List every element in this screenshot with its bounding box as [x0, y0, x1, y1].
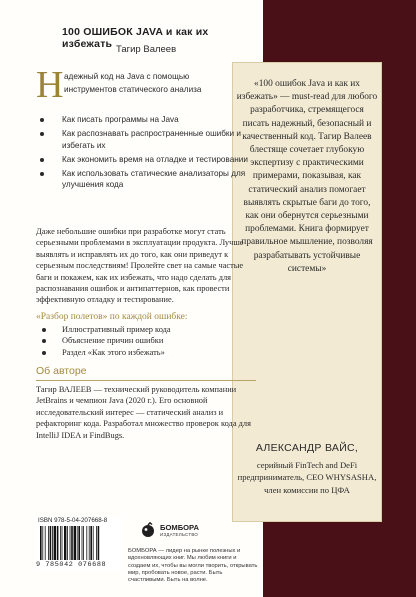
- barcode-stripe: [62, 526, 63, 560]
- publisher-description: БОМБОРА — лидер на рынке полезных и вдохновляющих книг. Мы любим книги и создаем их, чтобы вы могли творить, открывать мир, пробовать новое, расти. Быть счастливыми. Быть на волне.: [128, 548, 258, 584]
- publisher-name: БОМБОРА: [160, 523, 199, 532]
- list-item-text: Как экономить время на отладке и тестировании: [62, 154, 248, 164]
- feature-list: [36, 114, 256, 194]
- barcode-stripe: [52, 526, 53, 560]
- list-item-text: Иллюстративный пример кода: [62, 325, 171, 334]
- barcode-stripe: [89, 526, 90, 560]
- testimonial-quote: «100 ошибок Java и как их избежать» — must-read для любого разработчика, стремящегося писать надежный, безопасный и качественный код. Тагир Валеев блестяще сочетает глубокую экспертизу с практическими примерами, показывая, как статический анализ помогает выявлять скрытые баги до того, как они обернутся серьезными проблемами. Книга формирует правильное мышление, позволяя разрабатывать устойчивые системы»: [236, 79, 378, 274]
- barcode-stripe: [98, 526, 100, 560]
- bullet-icon: [42, 328, 46, 332]
- list-item-text: Как писать программы на Java: [62, 115, 179, 124]
- barcode-stripe: [42, 526, 43, 560]
- list-item: [36, 154, 256, 165]
- list-item: [36, 114, 256, 125]
- list-item: [36, 128, 256, 151]
- barcode-stripe: [96, 526, 97, 560]
- isbn-digits: 9 785042 076688: [36, 561, 107, 569]
- bullet-icon: [40, 118, 44, 122]
- body-paragraph: Даже небольшие ошибки при разработке могут стать серьезными проблемами в эксплуатации продукта. Лучше выявлять и исправлять их до того, как они приведут к серьезным последствиям! Пролейте свет на самые частые баги и покажем, как их избежать, что надо сделать для распознавания ошибок и антипаттернов, как провести эффективную отладку и тестирование.: [36, 227, 244, 305]
- isbn-barcode: [36, 517, 122, 571]
- bullet-icon: [42, 339, 46, 343]
- testimonial-author-name: АЛЕКСАНДР ВАЙС,: [255, 442, 359, 454]
- debrief-list: [36, 324, 236, 358]
- barcode-stripe: [64, 526, 66, 560]
- barcode-stripe: [60, 526, 61, 560]
- barcode-stripe: [77, 526, 78, 560]
- list-item-text: Объяснение причин ошибки: [62, 336, 164, 346]
- list-item: [36, 324, 236, 335]
- testimonial-author-role: серийный FinTech and DeFi предприниматель, CEO WHYSASHA, член комиссии по ЦФА: [237, 460, 377, 495]
- barcode-stripe: [40, 526, 42, 560]
- bullet-icon: [40, 132, 44, 136]
- publisher-subtitle: ИЗДАТЕЛЬСТВО: [160, 532, 199, 537]
- barcode-stripe: [71, 526, 73, 560]
- bullet-icon: [40, 158, 44, 162]
- bombora-logo-icon: [140, 522, 156, 538]
- intro-dropcap: Н: [36, 64, 64, 106]
- list-item-text: Как использовать статические анализаторы для улучшения кода: [62, 169, 246, 190]
- debrief-title: «Разбор полетов» по каждой ошибке:: [36, 312, 188, 322]
- bullet-icon: [40, 172, 44, 176]
- barcode-stripe: [93, 526, 94, 560]
- list-item-text: Как распознавать распространенные ошибки и избегать их: [62, 129, 241, 150]
- list-item: [36, 168, 256, 191]
- barcode-stripe: [83, 526, 84, 560]
- barcode-stripe: [48, 526, 49, 560]
- book-title: 100 ОШИБОК JAVA и как их избежать: [62, 26, 209, 50]
- intro-lead-text: адежный код на Java с помощью инструментов статического анализа: [64, 72, 202, 94]
- barcode-bars: [40, 526, 118, 560]
- barcode-stripe: [45, 526, 46, 560]
- barcode-stripe: [86, 526, 87, 560]
- barcode-stripe: [78, 526, 80, 560]
- about-author-text: Тагир ВАЛЕЕВ — технический руководитель компании JetBrains и чемпион Java (2020 г.). Его основной исследовательский интерес — статический анализ и рефакторинг кода. Разработал множество проверок кода для IntelliJ IDEA и FindBugs.: [36, 385, 251, 440]
- barcode-stripe: [50, 526, 52, 560]
- barcode-stripe: [54, 526, 56, 560]
- list-item: [36, 347, 236, 358]
- barcode-stripe: [82, 526, 83, 560]
- about-divider: [36, 380, 256, 381]
- barcode-stripe: [57, 526, 59, 560]
- barcode-stripe: [74, 526, 76, 560]
- barcode-stripe: [67, 526, 68, 560]
- list-item: [36, 335, 236, 346]
- barcode-stripe: [90, 526, 92, 560]
- about-author-title: Об авторе: [36, 365, 87, 377]
- isbn-label: ISBN 978-5-04-207668-8: [38, 517, 108, 524]
- publisher-logo: [140, 522, 199, 540]
- book-author: Тагир Валеев: [116, 44, 177, 55]
- barcode-stripe: [70, 526, 71, 560]
- bullet-icon: [42, 351, 46, 355]
- list-item-text: Раздел «Как этого избежать»: [62, 347, 165, 357]
